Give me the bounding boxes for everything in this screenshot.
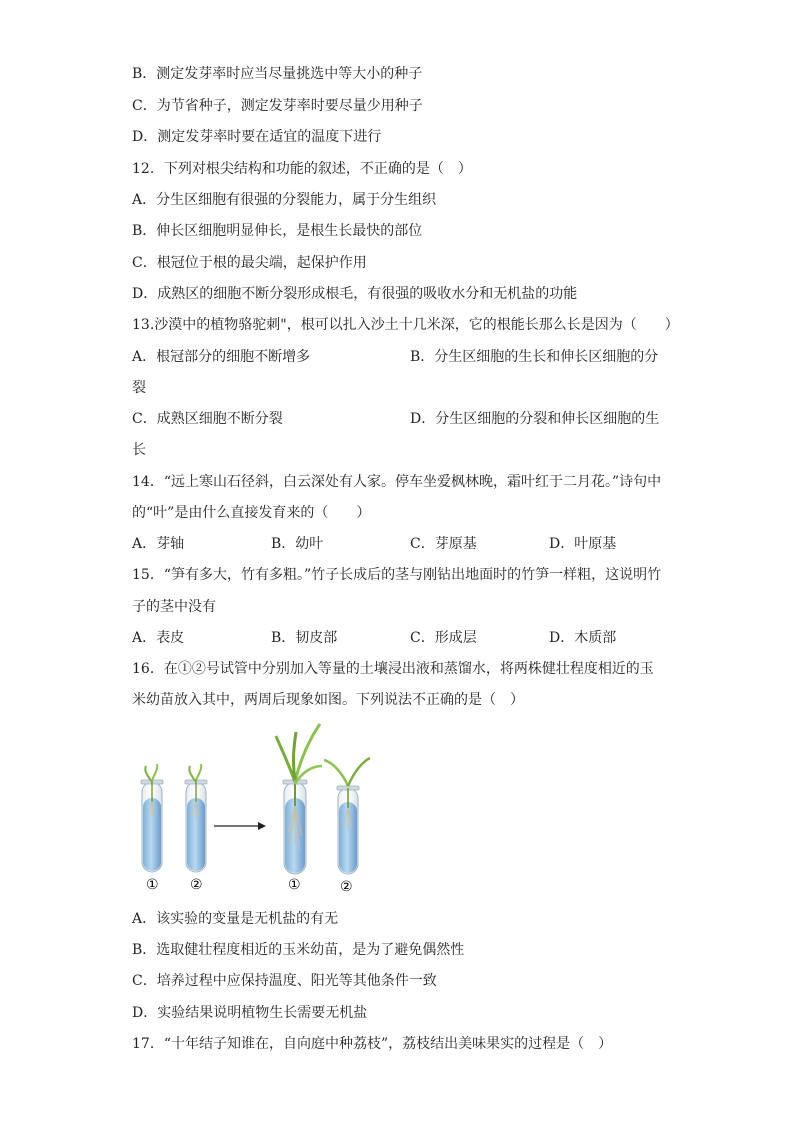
figure-label-2-before: ② [190, 877, 203, 893]
tube-1-before [141, 764, 163, 872]
q15-option-d: D．木质部 [549, 630, 617, 646]
q17-stem: 17．“十年结子知谁在，自向庭中种荔枝”，荔枝结出美味果实的过程是（ ） [132, 1036, 613, 1052]
q16-option-d: D．实验结果说明植物生长需要无机盐 [132, 1005, 368, 1021]
q15-stem-cont: 子的茎中没有 [132, 599, 216, 615]
q14-option-d: D．叶原基 [549, 536, 617, 552]
q14-option-b: B．幼叶 [271, 536, 324, 552]
q15-stem: 15．“笋有多大，竹有多粗。”竹子长成后的茎与刚钻出地面时的竹笋一样粗，这说明竹 [132, 567, 662, 583]
q11-option-c: C．为节省种子，测定发芽率时要尽量少用种子 [132, 98, 423, 114]
q12-option-a: A．分生区细胞有很强的分裂能力，属于分生组织 [132, 192, 437, 208]
q13-option-d-cont: 长 [132, 442, 146, 458]
q16-option-a: A．该实验的变量是无机盐的有无 [132, 911, 339, 927]
q12-option-d: D．成熟区的细胞不断分裂形成根毛，有很强的吸收水分和无机盐的功能 [132, 286, 578, 302]
q16-option-c: C．培养过程中应保持温度、阳光等其他条件一致 [132, 973, 437, 989]
q13-option-d: D．分生区细胞的分裂和伸长区细胞的生 [410, 411, 660, 427]
q15-option-b: B．韧皮部 [271, 630, 338, 646]
q13-option-a: A．根冠部分的细胞不断增多 [132, 349, 311, 365]
q14-stem-cont: 的“叶”是由什么直接发育来的（ ） [132, 505, 371, 521]
q15-option-c: C．形成层 [410, 630, 477, 646]
q11-option-d: D．测定发芽率时要在适宜的温度下进行 [132, 129, 382, 145]
q16-stem-cont: 米幼苗放入其中，两周后现象如图。下列说法不正确的是（ ） [132, 692, 524, 708]
q12-option-c: C．根冠位于根的最尖端，起保护作用 [132, 255, 367, 271]
figure-label-1-after: ① [288, 877, 301, 893]
tube-1-after [276, 724, 322, 874]
figure-label-1-before: ① [146, 877, 159, 893]
test-tube-experiment-figure [130, 716, 390, 896]
q14-option-a: A．芽轴 [132, 536, 185, 552]
q14-option-c: C．芽原基 [410, 536, 477, 552]
q12-stem: 12．下列对根尖结构和功能的叙述，不正确的是（ ） [132, 161, 472, 177]
q13-option-c: C．成熟区细胞不断分裂 [132, 411, 283, 427]
q15-option-a: A．表皮 [132, 630, 185, 646]
q13-option-b-cont: 裂 [132, 380, 146, 396]
q16-stem: 16．在①②号试管中分别加入等量的土壤浸出液和蒸馏水，将两株健壮程度相近的玉 [132, 661, 654, 677]
q13-option-b: B．分生区细胞的生长和伸长区细胞的分 [410, 349, 659, 365]
q16-option-b: B．选取健壮程度相近的玉米幼苗，是为了避免偶然性 [132, 942, 465, 958]
q14-stem: 14．“远上寒山石径斜，白云深处有人家。停车坐爱枫林晚，霜叶红于二月花。”诗句中 [132, 474, 662, 490]
tube-2-after [324, 758, 370, 874]
tube-2-before [185, 764, 207, 872]
q13-stem: 13.沙漠中的植物骆驼刺"，根可以扎入沙土十几米深，它的根能长那么长是因为（ ） [132, 317, 679, 333]
arrow-icon [214, 822, 266, 830]
q11-option-b: B．测定发芽率时应当尽量挑选中等大小的种子 [132, 66, 423, 82]
figure-label-2-after: ② [340, 879, 353, 895]
q12-option-b: B．伸长区细胞明显伸长，是根生长最快的部位 [132, 223, 423, 239]
